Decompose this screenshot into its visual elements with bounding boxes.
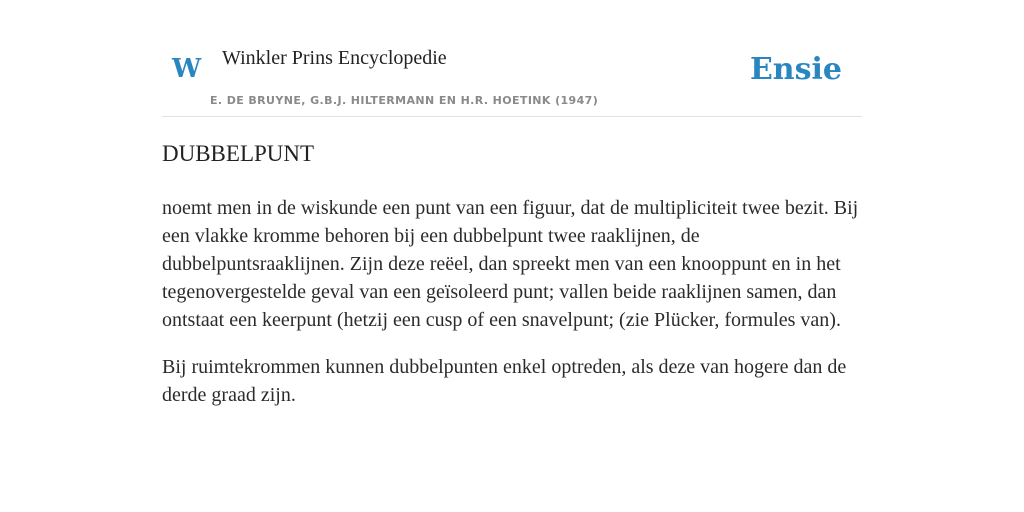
article-paragraph: noemt men in de wiskunde een punt van een figuur, dat de multipliciteit twee bezit. Bij een vlakke kromme behoren bij een dubbelpunt twee raaklijnen, de dubbelpuntsraaklijnen. Zijn deze reëel, dan spreekt men van een knooppunt en in het tegenovergestelde geval van een geïsoleerd punt; vallen beide raaklijnen samen, dan ontstaat een keerpunt (hetzij een cusp of een snavelpunt; (zie Plücker, formules van).	[162, 197, 859, 331]
header	[162, 40, 862, 117]
site-title[interactable]: Winkler Prins Encyclopedie	[222, 47, 447, 69]
authors-line: E. DE BRUYNE, G.B.J. HILTERMANN EN H.R. HOETINK (1947)	[210, 94, 599, 107]
ensie-brand-link[interactable]: Ensie	[749, 52, 842, 87]
encyclopedia-logo[interactable]: W	[172, 54, 202, 84]
article	[162, 138, 864, 409]
article-title: DUBBELPUNT	[162, 141, 315, 166]
article-paragraph: Bij ruimtekrommen kunnen dubbelpunten enkel optreden, als deze van hogere dan de derde graad zijn.	[162, 356, 847, 406]
